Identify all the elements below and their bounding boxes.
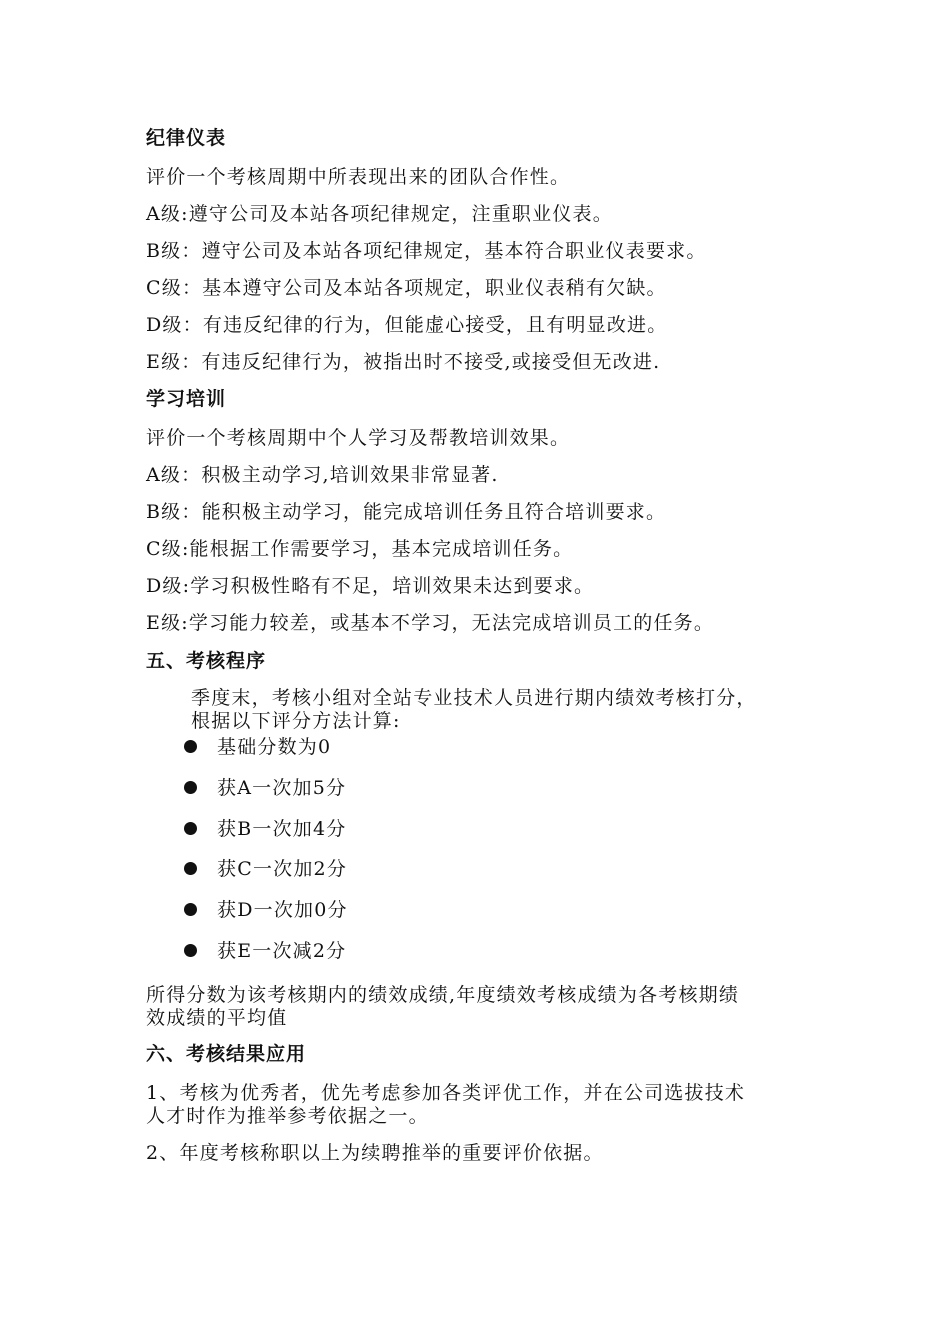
discipline-level-d: D级：有违反纪律的行为，但能虚心接受，且有明显改进。 <box>146 314 668 336</box>
bullet-item: 基础分数为0 <box>217 736 332 758</box>
discipline-level-b: B级：遵守公司及本站各项纪律规定，基本符合职业仪表要求。 <box>146 240 707 262</box>
training-level-e: E级:学习能力较差，或基本不学习，无法完成培训员工的任务。 <box>146 612 715 634</box>
discipline-level-e: E级：有违反纪律行为，被指出时不接受,或接受但无改进. <box>146 351 661 373</box>
bullet-dot-icon <box>184 781 197 794</box>
bullet-dot-icon <box>184 903 197 916</box>
section-heading-procedure: 五、考核程序 <box>146 650 267 672</box>
section-heading-training: 学习培训 <box>146 388 227 410</box>
bullet-item: 获E一次减2分 <box>217 940 347 962</box>
training-level-b: B级：能积极主动学习，能完成培训任务且符合培训要求。 <box>146 501 667 523</box>
application-item1-line1: 1、考核为优秀者，优先考虑参加各类评优工作，并在公司选拔技术 <box>146 1082 746 1104</box>
discipline-intro: 评价一个考核周期中所表现出来的团队合作性。 <box>146 166 571 188</box>
procedure-summary-line2: 效成绩的平均值 <box>146 1007 288 1029</box>
bullet-item: 获A一次加5分 <box>217 777 347 799</box>
discipline-level-c: C级：基本遵守公司及本站各项规定，职业仪表稍有欠缺。 <box>146 277 667 299</box>
training-intro: 评价一个考核周期中个人学习及帮教培训效果。 <box>146 427 571 449</box>
procedure-paragraph-line2: 根据以下评分方法计算: <box>191 710 401 732</box>
section-heading-application: 六、考核结果应用 <box>146 1043 307 1065</box>
procedure-summary-line1: 所得分数为该考核期内的绩效成绩,年度绩效考核成绩为各考核期绩 <box>146 984 740 1006</box>
training-level-d: D级:学习积极性略有不足，培训效果未达到要求。 <box>146 575 595 597</box>
bullet-dot-icon <box>184 944 197 957</box>
training-level-a: A级：积极主动学习,培训效果非常显著. <box>146 464 499 486</box>
bullet-dot-icon <box>184 862 197 875</box>
application-item2: 2、年度考核称职以上为续聘推举的重要评价依据。 <box>146 1142 604 1164</box>
bullet-dot-icon <box>184 740 197 753</box>
bullet-item: 获B一次加4分 <box>217 818 347 840</box>
bullet-dot-icon <box>184 822 197 835</box>
section-heading-discipline: 纪律仪表 <box>146 127 227 149</box>
training-level-c: C级:能根据工作需要学习，基本完成培训任务。 <box>146 538 574 560</box>
procedure-paragraph-line1: 季度末，考核小组对全站专业技术人员进行期内绩效考核打分， <box>191 687 757 709</box>
application-item1-line2: 人才时作为推举参考依据之一。 <box>146 1105 429 1127</box>
bullet-item: 获C一次加2分 <box>217 858 348 880</box>
bullet-item: 获D一次加0分 <box>217 899 348 921</box>
discipline-level-a: A级:遵守公司及本站各项纪律规定，注重职业仪表。 <box>146 203 613 225</box>
